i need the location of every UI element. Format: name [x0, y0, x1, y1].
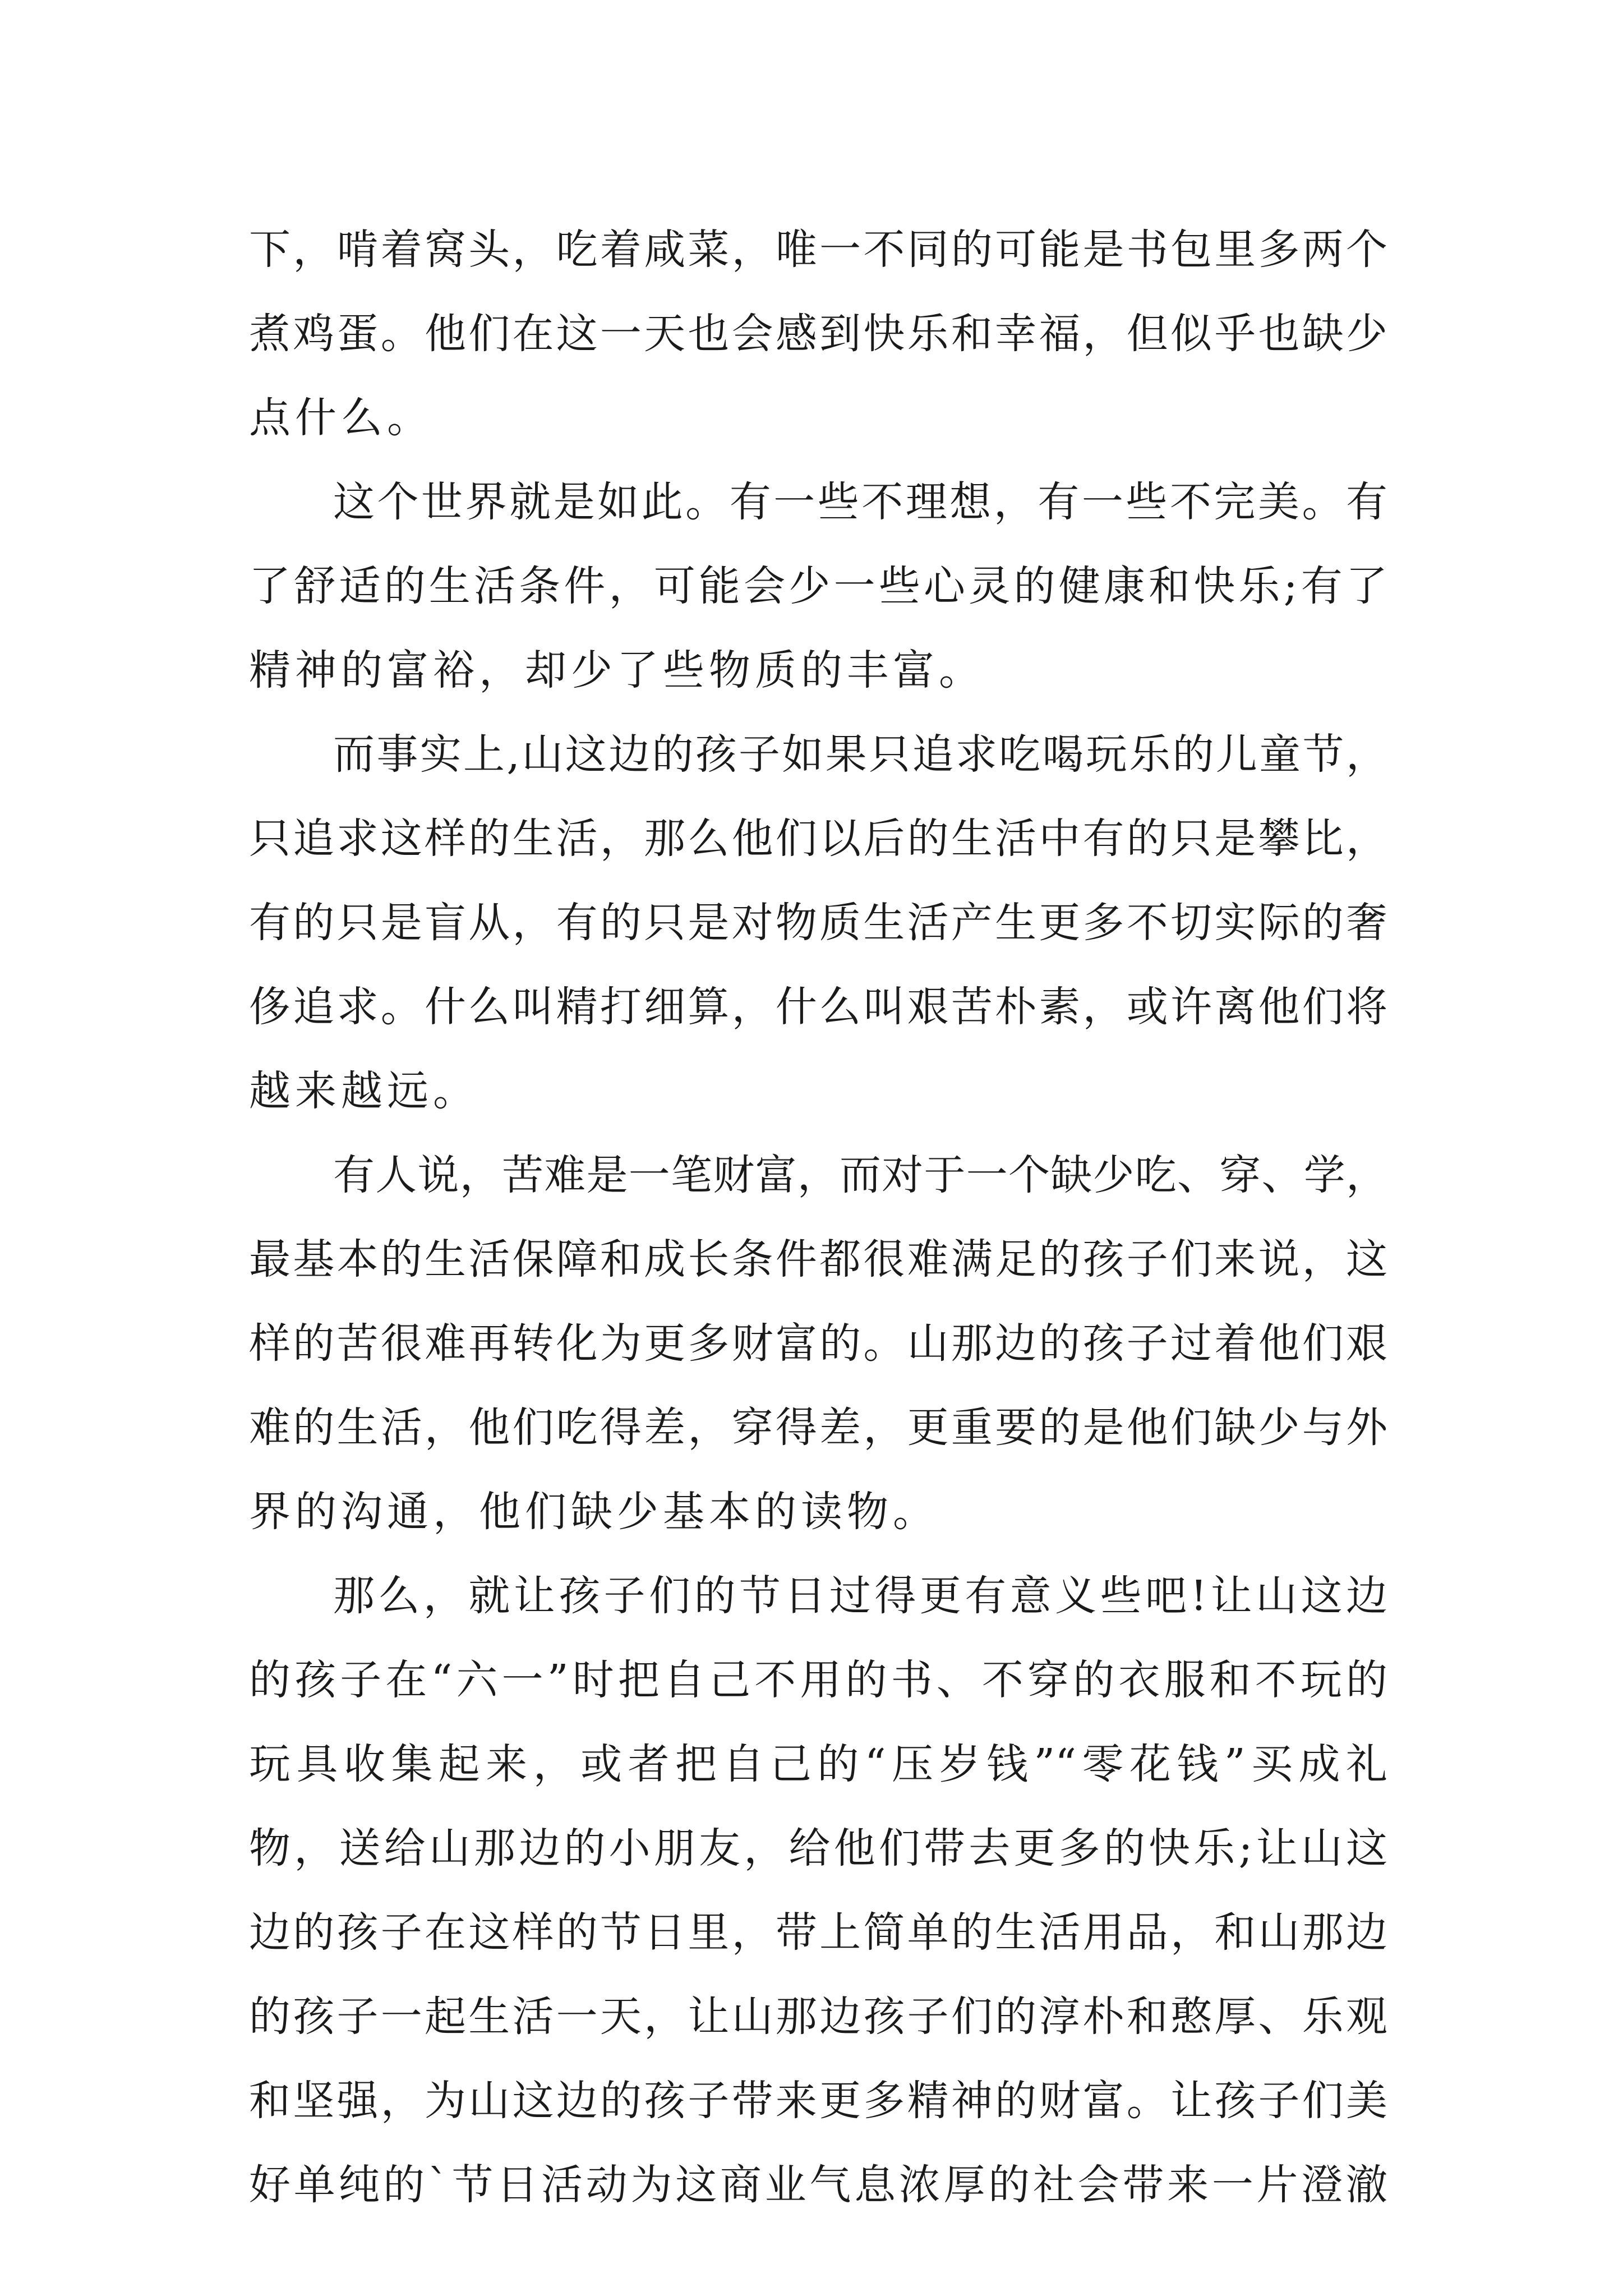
text-line: 玩具收集起来，或者把自己的“压岁钱”“零花钱”买成礼 [249, 1740, 1387, 1788]
text-line: 下，啃着窝头，吃着咸菜，唯一不同的可能是书包里多两个 [249, 226, 1387, 274]
text-line: 有人说，苦难是一笔财富，而对于一个缺少吃、穿、学， [333, 1151, 1387, 1199]
text-line: 的孩子一起生活一天，让山那边孩子们的淳朴和憨厚、乐观 [249, 1993, 1387, 2041]
text-line: 煮鸡蛋。他们在这一天也会感到快乐和幸福，但似乎也缺少 [249, 310, 1387, 358]
text-line: 精神的富裕，却少了些物质的丰富。 [249, 646, 985, 694]
text-line: 的孩子在“六一”时把自己不用的书、不穿的衣服和不玩的 [249, 1656, 1387, 1704]
text-line: 样的苦很难再转化为更多财富的。山那边的孩子过着他们艰 [249, 1319, 1387, 1368]
text-line: 边的孩子在这样的节日里，带上简单的生活用品，和山那边 [249, 1908, 1387, 1957]
text-line: 和坚强，为山这边的孩子带来更多精神的财富。让孩子们美 [249, 2077, 1387, 2125]
text-line: 好单纯的`节日活动为这商业气息浓厚的社会带来一片澄澈 [249, 2161, 1387, 2209]
text-line: 难的生活，他们吃得差，穿得差，更重要的是他们缺少与外 [249, 1404, 1387, 1452]
text-line: 了舒适的生活条件，可能会少一些心灵的健康和快乐;有了 [249, 562, 1387, 610]
text-line: 只追求这样的生活，那么他们以后的生活中有的只是攀比， [249, 815, 1387, 863]
text-line: 越来越远。 [249, 1067, 479, 1115]
text-line: 有的只是盲从，有的只是对物质生活产生更多不切实际的奢 [249, 899, 1387, 947]
text-line: 最基本的生活保障和成长条件都很难满足的孩子们来说，这 [249, 1235, 1387, 1283]
text-line: 那么，就让孩子们的节日过得更有意义些吧!让山这边 [333, 1572, 1387, 1620]
text-line: 点什么。 [249, 394, 433, 442]
text-line: 界的沟通，他们缺少基本的读物。 [249, 1488, 939, 1536]
text-line: 物，送给山那边的小朋友，给他们带去更多的快乐;让山这 [249, 1824, 1387, 1872]
body-text [249, 208, 1387, 2227]
text-line: 这个世界就是如此。有一些不理想，有一些不完美。有 [333, 478, 1387, 526]
text-line: 而事实上,山这边的孩子如果只追求吃喝玩乐的儿童节， [333, 730, 1387, 779]
text-line: 侈追求。什么叫精打细算，什么叫艰苦朴素，或许离他们将 [249, 983, 1387, 1031]
